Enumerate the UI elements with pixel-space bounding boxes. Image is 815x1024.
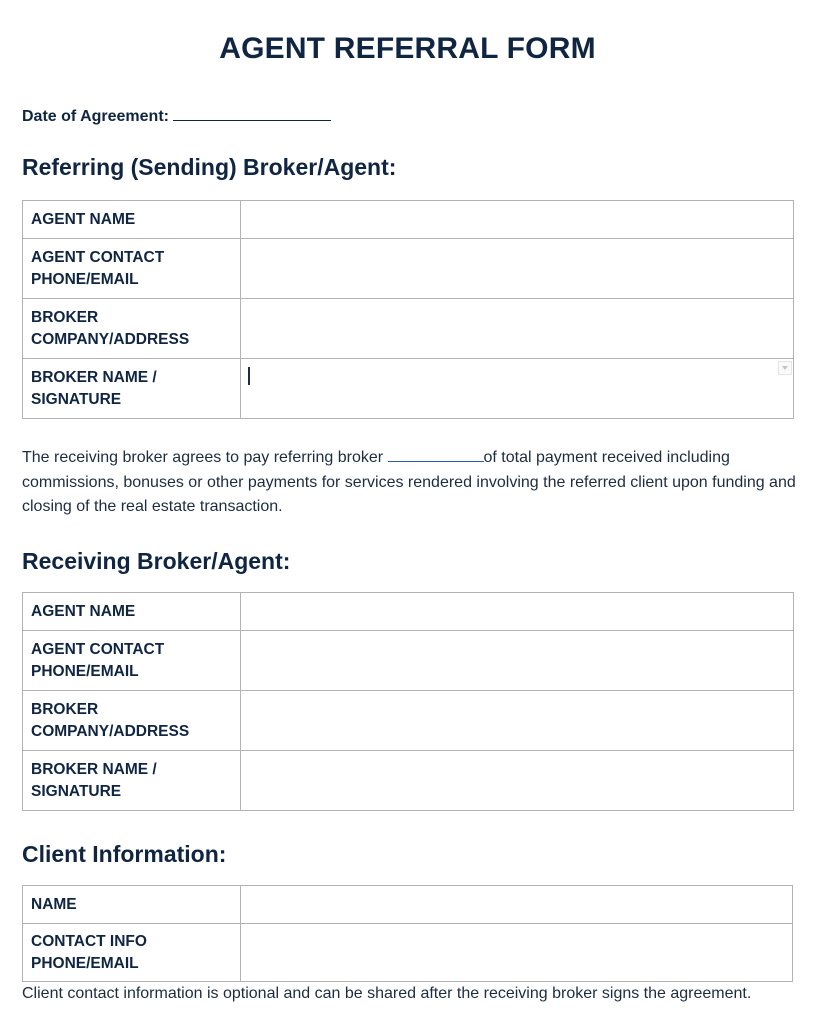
client-table: [22, 885, 793, 982]
table-row: [23, 631, 794, 691]
document-title: AGENT REFERRAL FORM: [219, 32, 596, 65]
broker-company-field[interactable]: [241, 691, 794, 751]
table-row: [23, 359, 794, 419]
broker-signature-field[interactable]: [241, 751, 794, 811]
row-label: BROKER COMPANY/ADDRESS: [23, 299, 241, 359]
table-row: [23, 924, 793, 982]
percentage-field[interactable]: [388, 447, 484, 462]
date-label: Date of Agreement:: [22, 108, 169, 125]
agent-contact-field[interactable]: [241, 631, 794, 691]
date-of-agreement: [22, 105, 331, 126]
agreement-paragraph: The receiving broker agrees to pay referring broker of total payment received including commissions, bonuses or other payments for services rendered involving the referred client upon funding and closing of the real estate transaction.: [22, 449, 796, 515]
agent-name-field[interactable]: [241, 201, 794, 239]
row-label: CONTACT INFO PHONE/EMAIL: [23, 924, 241, 982]
agent-name-field[interactable]: [241, 593, 794, 631]
date-field[interactable]: [173, 105, 331, 121]
client-name-field[interactable]: [241, 886, 793, 924]
client-info-note: Client contact information is optional and can be shared after the receiving broker signs the agreement.: [22, 985, 752, 1002]
broker-company-field[interactable]: [241, 299, 794, 359]
row-label: BROKER NAME / SIGNATURE: [23, 751, 241, 811]
referring-table: [22, 200, 794, 419]
client-heading: Client Information:: [22, 841, 227, 867]
table-row: [23, 201, 794, 239]
table-row: [23, 886, 793, 924]
broker-signature-field[interactable]: [241, 359, 794, 419]
table-row: [23, 751, 794, 811]
client-contact-field[interactable]: [241, 924, 793, 982]
referring-heading: Referring (Sending) Broker/Agent:: [22, 154, 397, 180]
row-label: NAME: [23, 886, 241, 924]
table-row: [23, 691, 794, 751]
text-cursor: [248, 367, 250, 385]
receiving-table: [22, 592, 794, 811]
row-label: AGENT CONTACT PHONE/EMAIL: [23, 631, 241, 691]
dropdown-arrow-icon[interactable]: [778, 361, 792, 375]
row-label: BROKER COMPANY/ADDRESS: [23, 691, 241, 751]
row-label: BROKER NAME / SIGNATURE: [23, 359, 241, 419]
table-row: [23, 299, 794, 359]
row-label: AGENT NAME: [23, 201, 241, 239]
row-label: AGENT CONTACT PHONE/EMAIL: [23, 239, 241, 299]
table-row: [23, 239, 794, 299]
receiving-heading: Receiving Broker/Agent:: [22, 548, 291, 574]
agent-contact-field[interactable]: [241, 239, 794, 299]
table-row: [23, 593, 794, 631]
row-label: AGENT NAME: [23, 593, 241, 631]
